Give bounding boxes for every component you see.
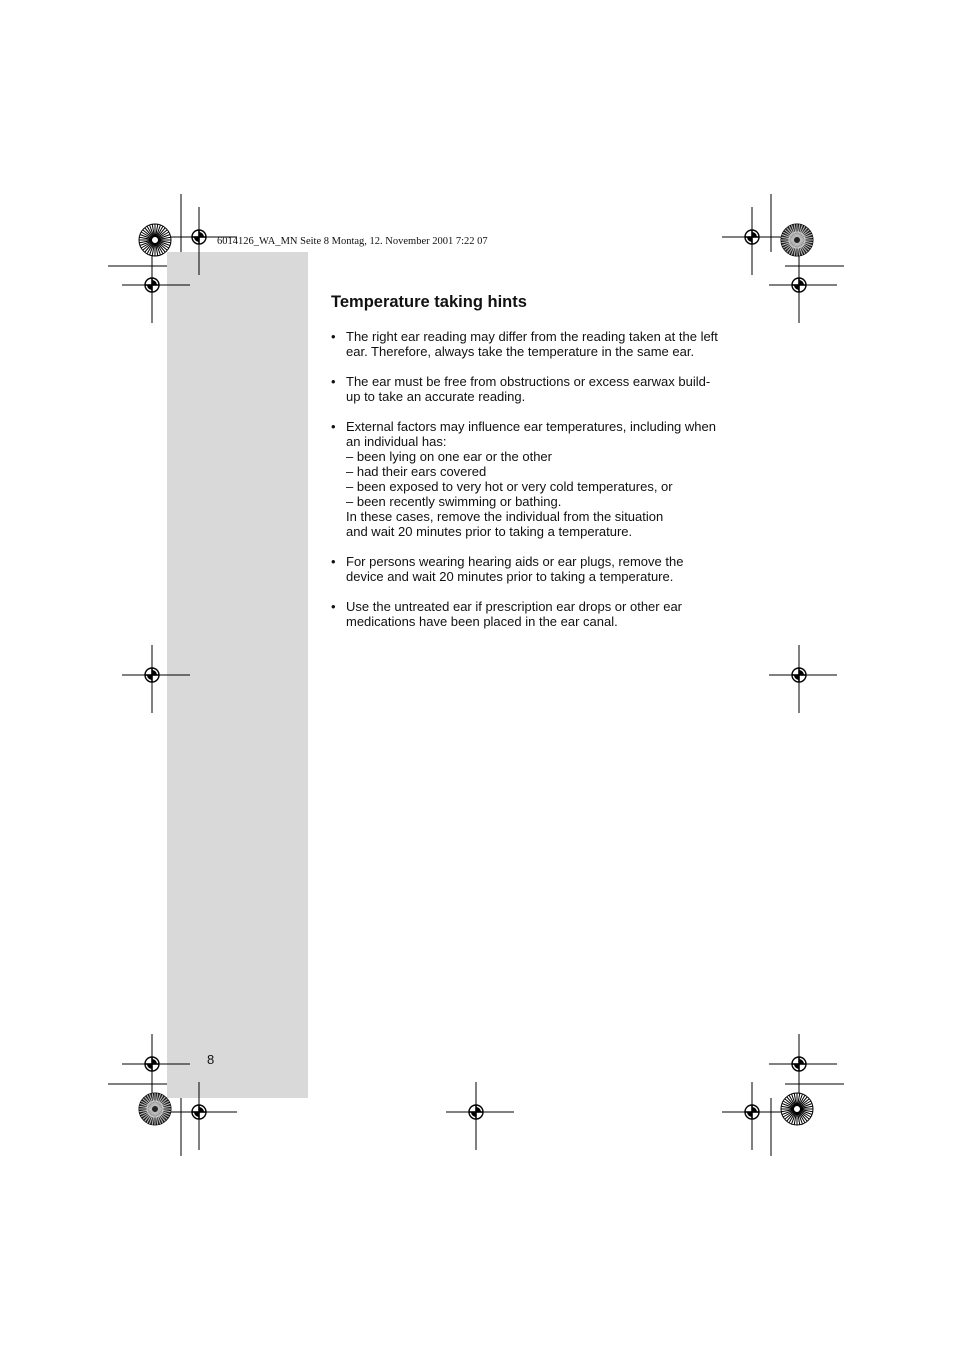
hint-text-line: External factors may influence ear temperatures, including when <box>346 419 716 434</box>
hint-text-line: In these cases, remove the individual from the situation <box>346 509 664 524</box>
hint-text-line: and wait 20 minutes prior to taking a temperature. <box>346 524 633 539</box>
bullet-icon: • <box>331 599 336 614</box>
hint-text-line: ear. Therefore, always take the temperature in the same ear. <box>346 344 695 359</box>
hint-text-line: Use the untreated ear if prescription ear drops or other ear <box>346 599 683 614</box>
main-content <box>331 292 731 644</box>
hint-text-line: For persons wearing hearing aids or ear plugs, remove the <box>346 554 684 569</box>
hint-text-line: medications have been placed in the ear canal. <box>346 614 618 629</box>
hint-list <box>331 329 731 629</box>
bullet-icon: • <box>331 554 336 569</box>
bullet-icon: • <box>331 329 336 344</box>
hint-text-line: up to take an accurate reading. <box>346 389 526 404</box>
hint-item <box>331 374 731 404</box>
section-title: Temperature taking hints <box>331 293 527 311</box>
bullet-icon: • <box>331 419 336 434</box>
page-number: 8 <box>207 1052 215 1067</box>
hint-text-line: – been exposed to very hot or very cold temperatures, or <box>346 479 673 494</box>
hint-text-line: device and wait 20 minutes prior to taking a temperature. <box>346 569 674 584</box>
hint-text-line: an individual has: <box>346 434 447 449</box>
hint-text-line: The right ear reading may differ from the reading taken at the left <box>346 329 718 344</box>
hint-item <box>331 419 731 539</box>
hint-item <box>331 329 731 359</box>
hint-text-line: – been lying on one ear or the other <box>346 449 552 464</box>
hint-item <box>331 599 731 629</box>
hint-text-line: The ear must be free from obstructions or excess earwax build- <box>346 374 711 389</box>
hint-item <box>331 554 731 584</box>
print-slug-line: 6014126_WA_MN Seite 8 Montag, 12. November 2001 7:22 07 <box>217 236 488 247</box>
hint-text-line: – been recently swimming or bathing. <box>346 494 562 509</box>
bullet-icon: • <box>331 374 336 389</box>
hint-text-line: – had their ears covered <box>346 464 487 479</box>
